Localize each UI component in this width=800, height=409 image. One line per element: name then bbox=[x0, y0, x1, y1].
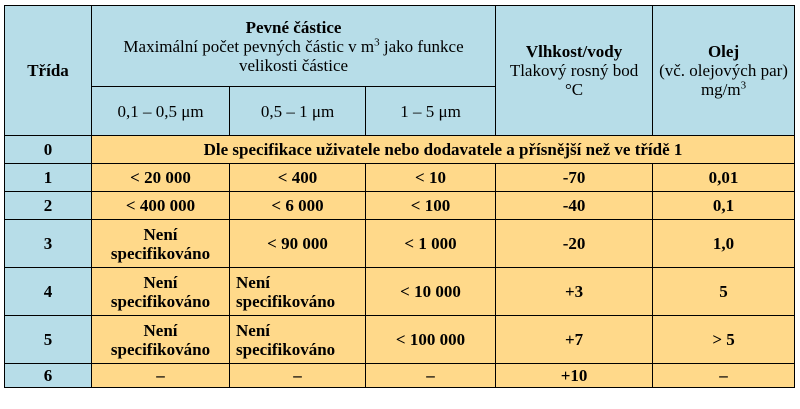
dew-point-cell: -70 bbox=[496, 164, 653, 192]
header-vlhkost-unit: °C bbox=[564, 80, 584, 99]
air-quality-class-table bbox=[4, 5, 795, 388]
particles-1-5-cell: < 10 bbox=[366, 164, 496, 192]
particles-1-5-cell: – bbox=[366, 364, 496, 388]
header-vlhkost-title: Vlhkost/vody bbox=[525, 42, 623, 61]
class-cell: 3 bbox=[5, 220, 92, 268]
header-olej-subtitle: (vč. olejových par) bbox=[659, 61, 788, 80]
class-cell: 1 bbox=[5, 164, 92, 192]
table-row bbox=[5, 268, 795, 316]
class-cell: 6 bbox=[5, 364, 92, 388]
header-olej bbox=[653, 6, 795, 136]
particles-0-1-cell: Není specifikováno bbox=[92, 220, 230, 268]
class-cell: 4 bbox=[5, 268, 92, 316]
particles-1-5-cell: < 1 000 bbox=[366, 220, 496, 268]
dew-point-cell: -20 bbox=[496, 220, 653, 268]
header-size-2: 0,5 – 1 μm bbox=[230, 87, 366, 136]
oil-cell: 0,1 bbox=[653, 192, 795, 220]
header-size-3: 1 – 5 μm bbox=[366, 87, 496, 136]
table-row bbox=[5, 220, 795, 268]
merged-spec-cell: Dle specifikace uživatele nebo dodavatele a přísnější než ve třídě 1 bbox=[92, 136, 795, 164]
particles-0-5-cell: Není specifikováno bbox=[230, 268, 366, 316]
particles-0-5-cell: Není specifikováno bbox=[230, 316, 366, 364]
table-row bbox=[5, 192, 795, 220]
particles-0-5-cell: < 6 000 bbox=[230, 192, 366, 220]
class-cell: 2 bbox=[5, 192, 92, 220]
header-trida: Třída bbox=[5, 6, 92, 136]
table-row bbox=[5, 316, 795, 364]
dew-point-cell: +10 bbox=[496, 364, 653, 388]
table-row bbox=[5, 164, 795, 192]
header-olej-title: Olej bbox=[707, 42, 740, 61]
oil-cell: 0,01 bbox=[653, 164, 795, 192]
oil-cell: 5 bbox=[653, 268, 795, 316]
dew-point-cell: +7 bbox=[496, 316, 653, 364]
oil-cell: 1,0 bbox=[653, 220, 795, 268]
particles-1-5-cell: < 100 000 bbox=[366, 316, 496, 364]
particles-0-5-cell: – bbox=[230, 364, 366, 388]
header-vlhkost bbox=[496, 6, 653, 136]
particles-0-5-cell: < 400 bbox=[230, 164, 366, 192]
particles-0-1-cell: – bbox=[92, 364, 230, 388]
particles-0-1-cell: < 400 000 bbox=[92, 192, 230, 220]
class-cell: 0 bbox=[5, 136, 92, 164]
dew-point-cell: +3 bbox=[496, 268, 653, 316]
header-vlhkost-subtitle: Tlakový rosný bod bbox=[509, 61, 639, 80]
table-row bbox=[5, 136, 795, 164]
oil-cell: – bbox=[653, 364, 795, 388]
particles-0-5-cell: < 90 000 bbox=[230, 220, 366, 268]
header-size-1: 0,1 – 0,5 μm bbox=[92, 87, 230, 136]
oil-cell: > 5 bbox=[653, 316, 795, 364]
particles-0-1-cell: < 20 000 bbox=[92, 164, 230, 192]
particles-1-5-cell: < 10 000 bbox=[366, 268, 496, 316]
particles-1-5-cell: < 100 bbox=[366, 192, 496, 220]
header-pevne-castice bbox=[92, 6, 496, 87]
header-pevne-title: Pevné částice bbox=[245, 17, 342, 37]
header-pevne-subtitle: Maximální počet pevných částic v $m^3$ jako funkce velikosti částice bbox=[123, 35, 464, 75]
dew-point-cell: -40 bbox=[496, 192, 653, 220]
table-row bbox=[5, 364, 795, 388]
header-olej-unit: $mg/m^3$ bbox=[700, 79, 747, 99]
air-quality-table-container bbox=[4, 5, 794, 404]
particles-0-1-cell: Není specifikováno bbox=[92, 268, 230, 316]
particles-0-1-cell: Není specifikováno bbox=[92, 316, 230, 364]
class-cell: 5 bbox=[5, 316, 92, 364]
